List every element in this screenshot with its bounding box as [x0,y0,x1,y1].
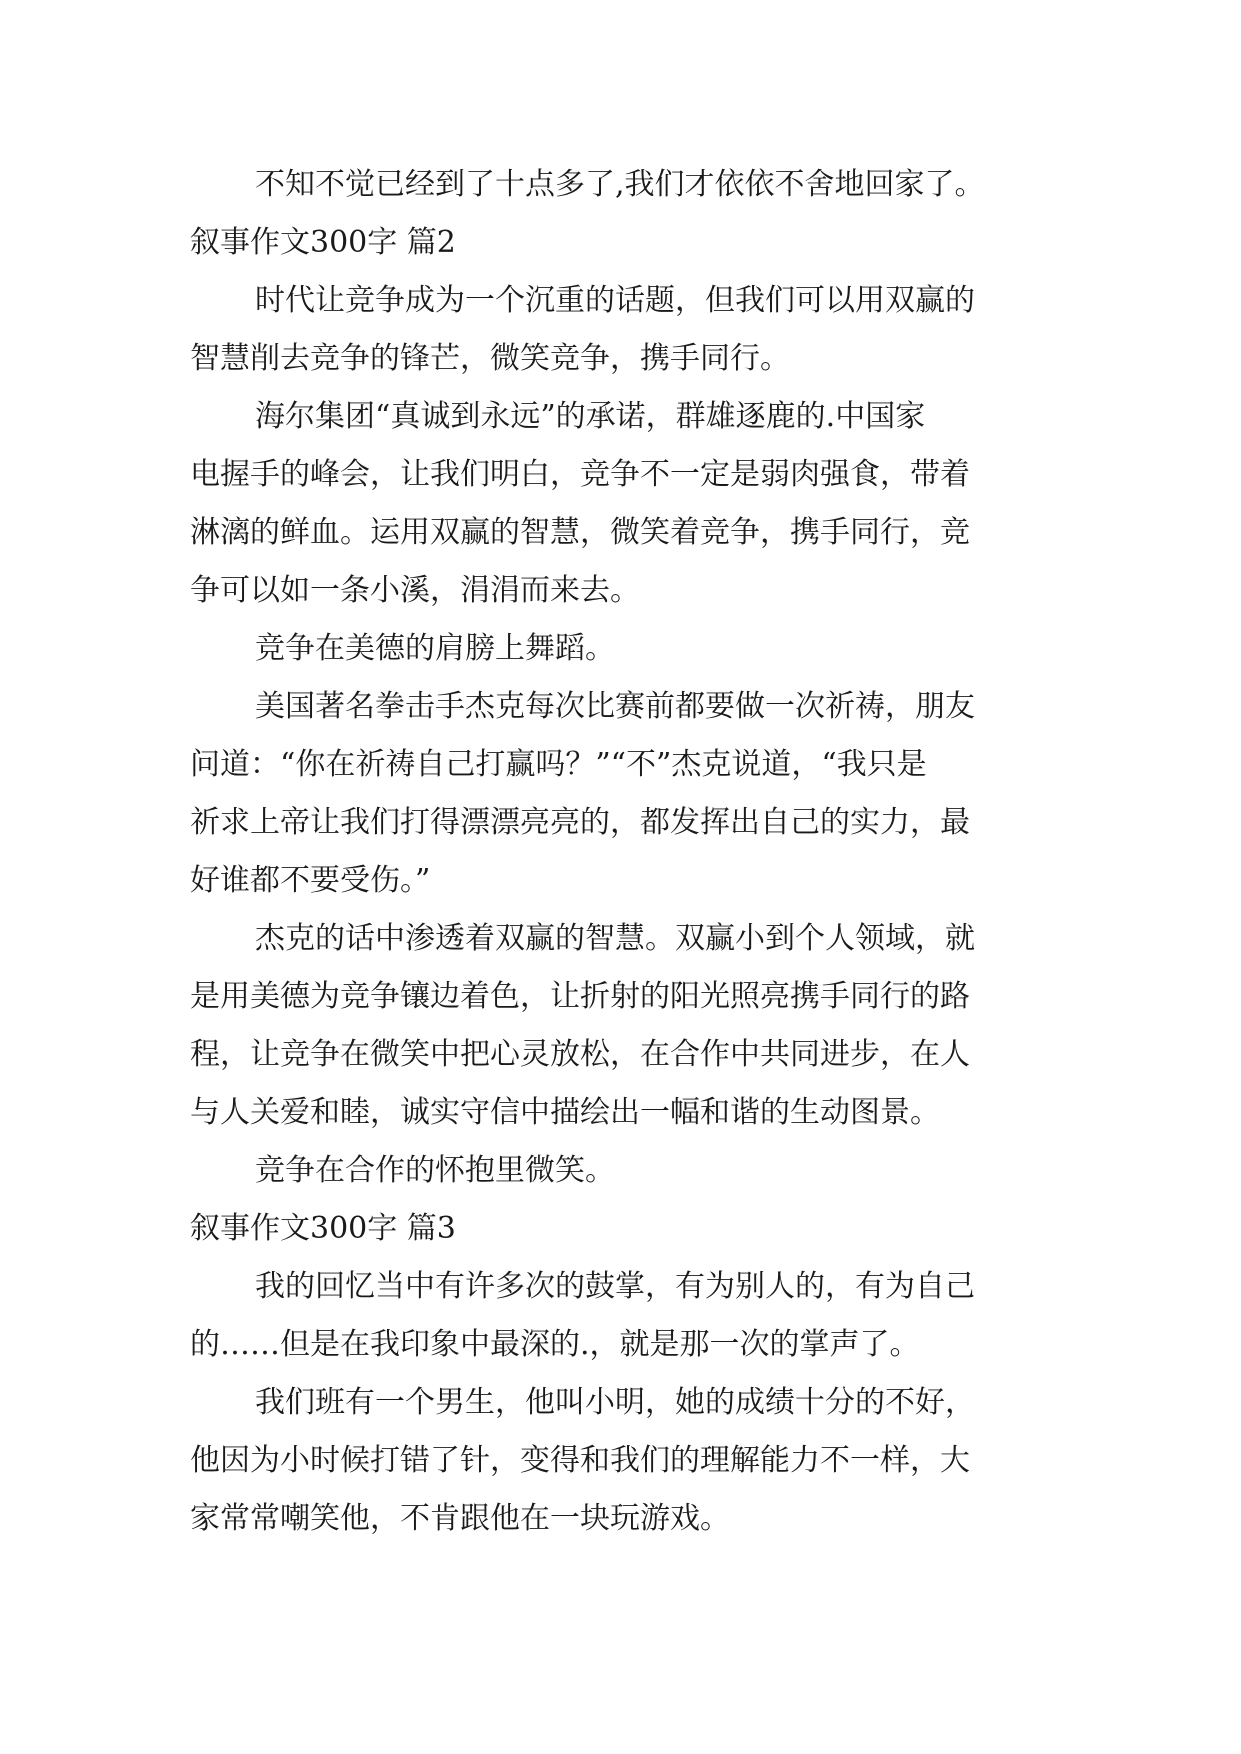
paragraph-line: 他因为小时候打错了针，变得和我们的理解能力不一样，大 [190,1443,970,1478]
paragraph-line: 的……但是在我印象中最深的.，就是那一次的掌声了。 [190,1327,920,1362]
paragraph-line: 淋漓的鲜血。运用双赢的智慧，微笑着竞争，携手同行，竞 [190,515,970,550]
paragraph-line: 争可以如一条小溪，涓涓而来去。 [190,573,640,608]
paragraph-line: 电握手的峰会，让我们明白，竞争不一定是弱肉强食，带着 [190,457,970,492]
section-heading-2: 叙事作文300字 篇2 [190,225,456,260]
paragraph-line: 问道：“你在祈祷自己打赢吗？”“不”杰克说道，“我只是 [190,747,927,782]
paragraph-line: 我的回忆当中有许多次的鼓掌，有为别人的，有为自己 [255,1269,975,1304]
paragraph-line: 竞争在合作的怀抱里微笑。 [255,1153,615,1188]
paragraph-line: 智慧削去竞争的锋芒，微笑竞争，携手同行。 [190,341,790,376]
paragraph-line: 美国著名拳击手杰克每次比赛前都要做一次祈祷，朋友 [255,689,975,724]
paragraph-line: 杰克的话中渗透着双赢的智慧。双赢小到个人领域，就 [255,921,975,956]
paragraph-line: 竞争在美德的肩膀上舞蹈。 [255,631,615,666]
paragraph-line: 不知不觉已经到了十点多了,我们才依依不舍地回家了。 [255,167,985,202]
section-heading-3: 叙事作文300字 篇3 [190,1211,456,1246]
paragraph-line: 家常常嘲笑他，不肯跟他在一块玩游戏。 [190,1501,730,1536]
paragraph-line: 时代让竞争成为一个沉重的话题，但我们可以用双赢的 [255,283,975,318]
paragraph-line: 与人关爱和睦，诚实守信中描绘出一幅和谐的生动图景。 [190,1095,940,1130]
paragraph-line: 好谁都不要受伤。” [190,863,431,898]
paragraph-line: 是用美德为竞争镶边着色，让折射的阳光照亮携手同行的路 [190,979,970,1014]
paragraph-line: 海尔集团“真诚到永远”的承诺，群雄逐鹿的.中国家 [255,399,926,434]
paragraph-line: 程，让竞争在微笑中把心灵放松，在合作中共同进步，在人 [190,1037,970,1072]
paragraph-line: 祈求上帝让我们打得漂漂亮亮的，都发挥出自己的实力，最 [190,805,970,840]
paragraph-line: 我们班有一个男生，他叫小明，她的成绩十分的不好， [255,1385,975,1420]
